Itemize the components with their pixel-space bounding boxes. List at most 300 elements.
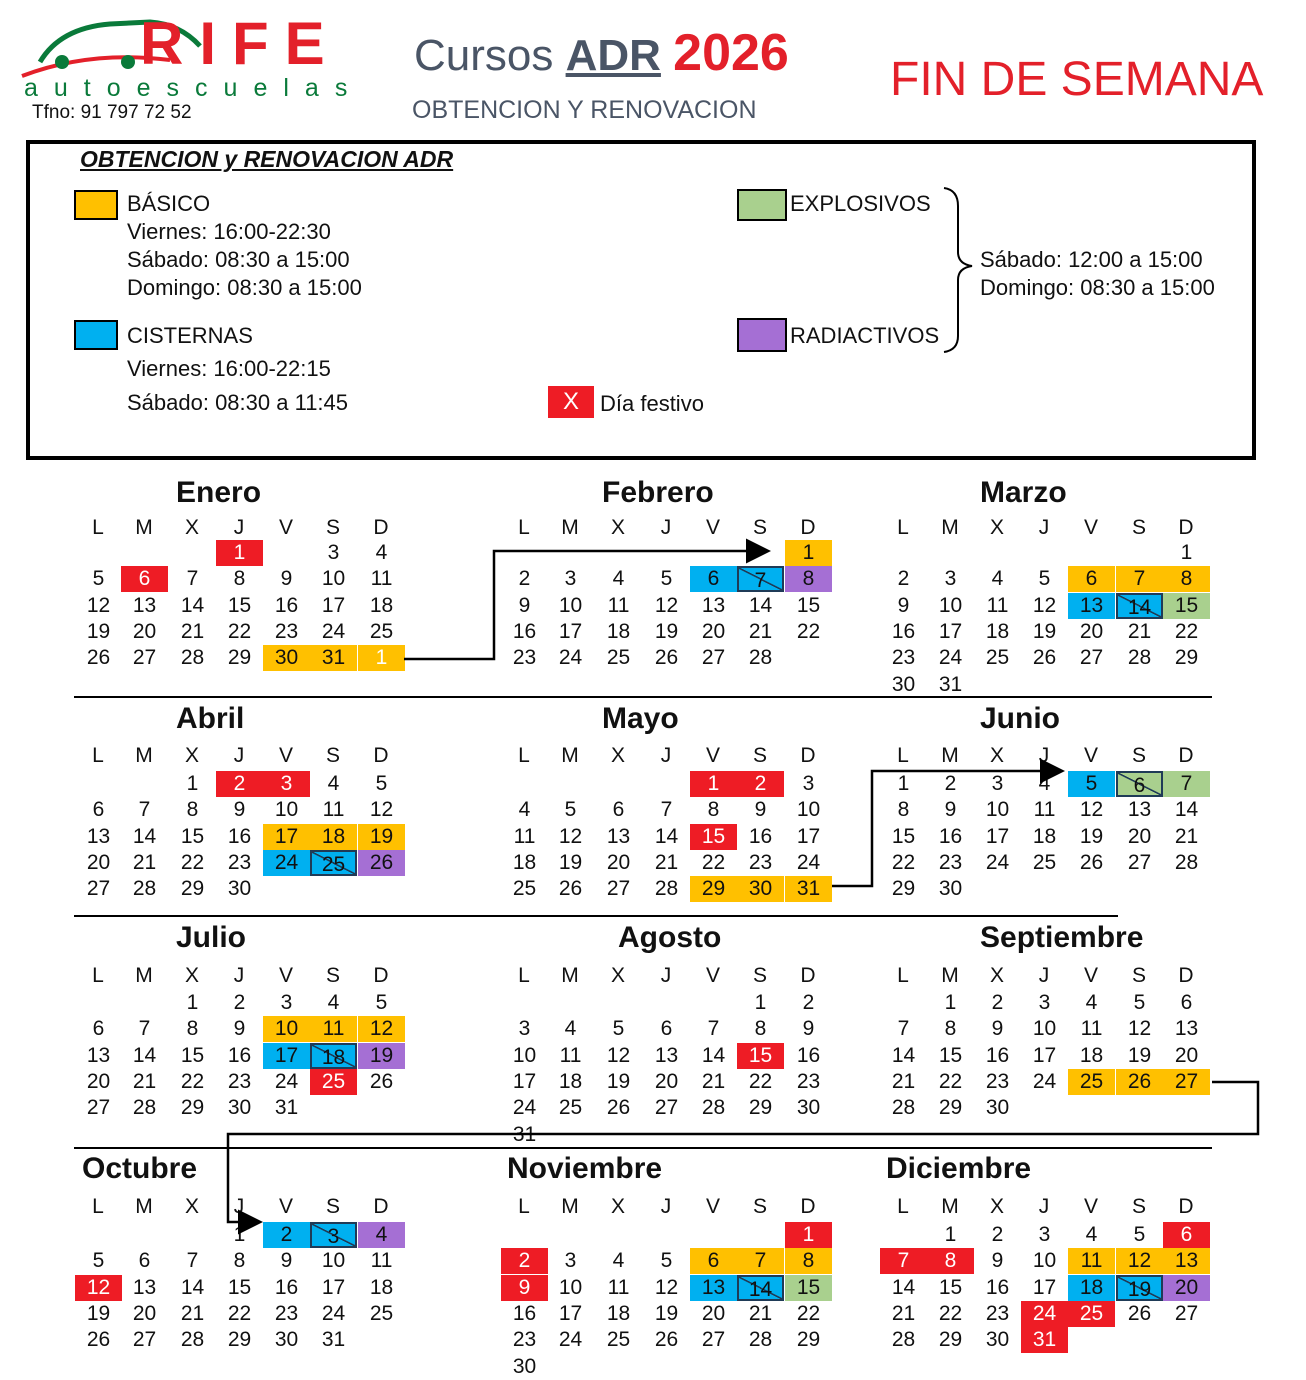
day-cell: 13 [690,1275,737,1301]
day-cell-crossed: 3 [310,1222,357,1248]
day-cell: 28 [1127,646,1152,670]
weekday-header: V [705,964,720,987]
day-cell: 3 [518,1017,531,1041]
weekday-header: J [1038,744,1050,767]
day-cell: 9 [280,567,293,591]
day-cell: 26 [1079,850,1104,874]
weekday-header: L [897,964,909,987]
weekday-header: V [1083,1195,1098,1218]
day-cell: 31 [274,1096,299,1120]
weekday-header: L [518,964,530,987]
day-cell: 1 [944,1223,957,1246]
day-cell: 5 [564,798,577,822]
day-cell: 14 [748,593,773,617]
day-cell: 23 [938,850,963,874]
day-cell: 25 [1032,850,1057,874]
day-cell: 28 [132,1096,157,1120]
day-cell: 9 [280,1249,293,1273]
day-cell: 27 [701,646,726,670]
day-cell-crossed: 25 [310,850,357,876]
day-cell: 18 [1068,1275,1115,1301]
day-cell: 4 [1038,772,1051,795]
day-cell: 27 [1079,646,1104,670]
day-cell: 17 [512,1069,537,1093]
day-cell: 2 [737,771,784,797]
day-cell: 25 [606,646,631,670]
day-cell: 27 [132,646,157,670]
day-cell: 14 [701,1043,726,1067]
weekday-header: M [941,516,959,539]
day-cell: 10 [321,567,346,591]
weekday-header: X [989,516,1004,539]
day-cell: 31 [321,1328,346,1352]
day-cell: 25 [310,1069,357,1095]
day-cell: 17 [558,1301,583,1325]
day-cell: 11 [310,1016,357,1042]
weekday-header: J [233,516,245,539]
day-cell: 22 [748,1069,773,1093]
day-cell: 12 [606,1043,631,1067]
day-cell: 30 [512,1354,537,1378]
day-cell: 9 [991,1249,1004,1273]
day-cell: 5 [92,567,105,591]
day-cell: 10 [321,1249,346,1273]
day-cell: 18 [985,619,1010,643]
day-cell: 12 [1079,798,1104,822]
day-cell: 21 [1174,824,1199,848]
day-cell: 8 [897,798,910,822]
month-name: Noviembre [507,1152,663,1185]
weekend-label: FIN DE SEMANA [890,53,1264,106]
day-cell: 23 [985,1301,1010,1325]
day-cell: 2 [991,991,1004,1014]
day-cell: 19 [606,1069,631,1093]
day-cell: 23 [796,1069,821,1093]
day-cell: 9 [233,1017,246,1041]
day-cell: 29 [938,1328,963,1352]
day-cell: 10 [263,1016,310,1042]
day-cell: 16 [796,1043,821,1067]
weekday-header: M [135,964,153,987]
day-cell: 11 [1080,1017,1103,1041]
row-separator [74,915,1118,917]
day-cell: 16 [985,1275,1010,1299]
weekday-header: V [705,744,720,767]
day-cell: 31 [310,645,357,671]
day-cell: 2 [802,991,815,1014]
weekday-header: J [660,516,672,539]
day-cell: 5 [660,567,673,591]
day-cell: 4 [612,567,625,591]
day-cell: 8 [927,1248,974,1274]
day-cell: 27 [701,1328,726,1352]
day-cell: 13 [606,824,631,848]
day-cell: 3 [944,567,957,591]
day-cell: 3 [263,771,310,797]
weekday-header: S [752,744,767,767]
month-name: Diciembre [886,1152,1032,1185]
weekday-header: M [561,516,579,539]
day-cell: 7 [186,1249,199,1273]
day-cell: 18 [1032,824,1057,848]
day-cell: 15 [891,824,916,848]
day-cell: 8 [785,1248,832,1274]
day-cell: 15 [938,1043,963,1067]
month-name: Junio [980,702,1060,735]
weekday-header: X [610,964,625,987]
day-cell: 13 [701,593,726,617]
holiday-swatch: X [548,386,594,418]
weekday-header: M [561,1195,579,1218]
day-cell: 15 [785,1275,832,1301]
weekday-header: X [184,516,199,539]
day-cell: 25 [606,1328,631,1352]
day-cell: 3 [802,772,815,795]
weekday-header: M [941,744,959,767]
day-cell: 14 [132,824,157,848]
day-cell: 30 [796,1096,821,1120]
weekday-header: J [660,1195,672,1218]
day-cell: 8 [785,566,832,592]
weekday-header: X [184,744,199,767]
day-cell: 15 [938,1275,963,1299]
weekday-header: L [897,744,909,767]
weekday-header: L [518,516,530,539]
weekday-header: V [278,744,293,767]
day-cell: 5 [375,772,388,795]
day-cell: 27 [1127,850,1152,874]
day-cell: 19 [358,824,405,850]
day-cell: 12 [654,593,679,617]
day-cell: 24 [263,850,310,876]
day-cell: 1 [690,771,737,797]
day-cell: 23 [891,646,916,670]
weekday-header: M [561,744,579,767]
day-cell: 9 [897,593,910,617]
day-cell: 19 [1127,1043,1152,1067]
day-cell: 27 [132,1328,157,1352]
weekday-header: S [752,1195,767,1218]
day-cell: 30 [274,1328,299,1352]
day-cell: 13 [1127,798,1152,822]
day-cell: 13 [654,1043,679,1067]
weekday-header: J [660,744,672,767]
day-cell: 9 [991,1017,1004,1041]
day-cell: 20 [86,850,111,874]
day-cell: 10 [274,798,299,822]
day-cell: 22 [938,1069,963,1093]
day-cell: 7 [880,1248,927,1274]
day-cell: 20 [132,1301,157,1325]
weekday-header: X [989,744,1004,767]
day-cell: 6 [92,798,105,822]
weekday-header: J [660,964,672,987]
day-cell: 30 [938,877,963,901]
basic-label: BÁSICO [127,191,211,216]
day-cell: 26 [86,646,111,670]
weekday-header: D [373,1195,389,1218]
weekday-header: X [610,1195,625,1218]
day-cell: 15 [227,1275,252,1299]
weekday-header: S [1131,1195,1146,1218]
cisternas-line-1: Viernes: 16:00-22:15 [127,356,331,381]
day-cell: 16 [985,1043,1010,1067]
day-cell: 26 [1032,646,1057,670]
day-cell: 1 [358,645,405,671]
legend-title: OBTENCION y RENOVACION ADR [80,146,454,172]
day-cell: 23 [512,646,537,670]
day-cell: 30 [737,876,784,902]
day-cell: 19 [654,619,679,643]
title-adr: ADR [565,31,661,80]
day-cell: 8 [233,567,246,591]
day-cell: 25 [1068,1301,1115,1327]
weekday-header: V [705,516,720,539]
basic-line-1: Viernes: 16:00-22:30 [127,219,331,244]
day-cell: 24 [321,619,346,643]
day-cell: 7 [660,798,673,822]
day-cell: 1 [1180,541,1193,564]
day-cell: 29 [180,877,205,901]
weekday-header: X [184,1195,199,1218]
day-cell: 7 [186,567,199,591]
day-cell: 7 [737,1248,784,1274]
day-cell: 10 [985,798,1010,822]
day-cell: 20 [606,850,631,874]
day-cell: 12 [1127,1017,1152,1041]
day-cell: 16 [512,619,537,643]
weekday-header: V [1083,516,1098,539]
day-cell: 12 [654,1275,679,1299]
day-cell: 18 [369,1275,394,1299]
weekday-header: D [1178,1195,1194,1218]
day-cell: 30 [985,1328,1010,1352]
day-cell: 20 [1079,619,1104,643]
day-cell: 31 [938,672,963,696]
day-cell-crossed: 7 [737,566,784,592]
day-cell: 27 [654,1096,679,1120]
day-cell: 25 [558,1096,583,1120]
day-cell: 8 [944,1017,957,1041]
day-cell: 17 [321,1275,346,1299]
day-cell: 5 [612,1017,625,1041]
day-cell: 2 [518,567,531,591]
month-name: Marzo [980,476,1067,509]
day-cell: 1 [233,1223,246,1246]
day-cell: 18 [1079,1043,1104,1067]
day-cell: 25 [512,877,537,901]
explosivos-label: EXPLOSIVOS [790,191,931,216]
day-cell: 9 [754,798,767,822]
day-cell: 11 [1068,1248,1115,1274]
weekday-header: D [1178,744,1194,767]
cisternas-label: CISTERNAS [127,323,253,348]
day-cell: 29 [690,876,737,902]
month-name: Julio [176,921,247,954]
day-cell: 18 [310,824,357,850]
day-cell: 3 [1038,991,1051,1014]
day-cell: 10 [512,1043,537,1067]
day-cell: 1 [897,772,910,795]
weekday-header: M [561,964,579,987]
day-cell: 25 [369,1301,394,1325]
day-cell: 31 [512,1122,537,1146]
day-cell: 22 [1174,619,1199,643]
weekday-header: X [184,964,199,987]
day-cell: 16 [274,593,299,617]
day-cell: 12 [1032,593,1057,617]
day-cell: 6 [92,1017,105,1041]
day-cell-crossed: 19 [1116,1275,1163,1301]
day-cell: 13 [1174,1017,1199,1041]
day-cell: 26 [654,646,679,670]
weekday-header: M [941,1195,959,1218]
day-cell: 20 [132,619,157,643]
title-prefix: Cursos [414,31,566,80]
day-cell: 10 [1032,1017,1057,1041]
day-cell: 11 [322,798,345,822]
day-cell: 8 [1163,566,1210,592]
weekday-header: V [278,516,293,539]
day-cell: 16 [227,824,252,848]
day-cell: 3 [564,567,577,591]
day-cell: 2 [897,567,910,591]
weekday-header: D [1178,964,1194,987]
day-cell: 14 [132,1043,157,1067]
day-cell: 17 [321,593,346,617]
day-cell: 27 [1174,1301,1199,1325]
day-cell: 26 [86,1328,111,1352]
day-cell: 23 [274,619,299,643]
weekday-header: L [92,964,104,987]
day-cell: 17 [263,1043,310,1069]
day-cell: 26 [654,1328,679,1352]
day-cell: 28 [1174,850,1199,874]
weekday-header: D [800,1195,816,1218]
month-name: Abril [176,702,245,735]
holiday-label: Día festivo [600,391,704,416]
weekday-header: V [705,1195,720,1218]
day-cell: 15 [227,593,252,617]
day-cell: 7 [138,1017,151,1041]
day-cell: 23 [227,850,252,874]
day-cell: 24 [985,850,1010,874]
weekday-header: S [325,1195,340,1218]
day-cell: 21 [132,850,157,874]
day-cell: 4 [327,991,340,1014]
weekday-header: L [92,1195,104,1218]
day-cell: 2 [263,1222,310,1248]
row-separator [74,1147,1212,1149]
day-cell: 12 [86,593,111,617]
day-cell: 2 [991,1223,1004,1246]
day-cell: 29 [227,1328,252,1352]
day-cell: 22 [180,850,205,874]
day-cell: 21 [180,619,205,643]
month-name: Enero [176,476,262,509]
weekday-header: S [752,964,767,987]
title-year: 2026 [673,24,789,82]
day-cell: 3 [1038,1223,1051,1246]
weekday-header: L [897,516,909,539]
weekday-header: L [897,1195,909,1218]
day-cell: 22 [227,1301,252,1325]
day-cell: 6 [1068,566,1115,592]
day-cell: 30 [227,1096,252,1120]
day-cell: 12 [75,1275,122,1301]
weekday-header: S [1131,744,1146,767]
month-name: Mayo [602,702,679,735]
day-cell: 24 [512,1096,537,1120]
weekday-header: L [518,744,530,767]
day-cell: 5 [375,991,388,1014]
page-subtitle: OBTENCION Y RENOVACION [412,96,757,124]
day-cell: 11 [513,824,536,848]
day-cell: 4 [1085,991,1098,1014]
day-cell: 17 [558,619,583,643]
day-cell: 15 [796,593,821,617]
day-cell: 6 [1180,991,1193,1014]
weekday-header: D [373,516,389,539]
day-cell: 16 [512,1301,537,1325]
day-cell: 27 [86,877,111,901]
weekday-header: D [800,516,816,539]
day-cell: 18 [606,1301,631,1325]
shared-line-1: Sábado: 12:00 a 15:00 [980,247,1203,272]
day-cell: 17 [1032,1043,1057,1067]
day-cell: 13 [86,824,111,848]
day-cell: 30 [263,645,310,671]
day-cell: 1 [216,540,263,566]
day-cell: 22 [938,1301,963,1325]
day-cell: 8 [707,798,720,822]
day-cell: 30 [985,1096,1010,1120]
day-cell: 7 [1116,566,1163,592]
day-cell: 13 [86,1043,111,1067]
day-cell: 29 [938,1096,963,1120]
day-cell: 5 [1068,771,1115,797]
day-cell: 28 [748,646,773,670]
day-cell: 26 [558,877,583,901]
month-name: Septiembre [980,921,1144,954]
day-cell: 5 [660,1249,673,1273]
cisternas-line-2: Sábado: 08:30 a 11:45 [127,390,349,415]
radiactivos-label: RADIACTIVOS [790,323,940,348]
day-cell-crossed: 18 [310,1043,357,1069]
row-separator [74,696,1212,698]
day-cell: 9 [802,1017,815,1041]
weekday-header: S [325,744,340,767]
day-cell: 7 [897,1017,910,1041]
weekday-header: J [1038,1195,1050,1218]
basic-line-3: Domingo: 08:30 a 15:00 [127,275,362,300]
day-cell: 21 [701,1069,726,1093]
day-cell: 24 [938,646,963,670]
day-cell: 22 [796,1301,821,1325]
day-cell: 20 [86,1069,111,1093]
weekday-header: D [1178,516,1194,539]
day-cell: 20 [701,1301,726,1325]
weekday-header: L [92,744,104,767]
day-cell: 23 [227,1069,252,1093]
weekday-header: X [610,516,625,539]
day-cell: 29 [748,1096,773,1120]
day-cell: 26 [1127,1301,1152,1325]
day-cell: 25 [369,619,394,643]
day-cell: 21 [748,1301,773,1325]
day-cell: 14 [654,824,679,848]
day-cell: 13 [132,1275,157,1299]
